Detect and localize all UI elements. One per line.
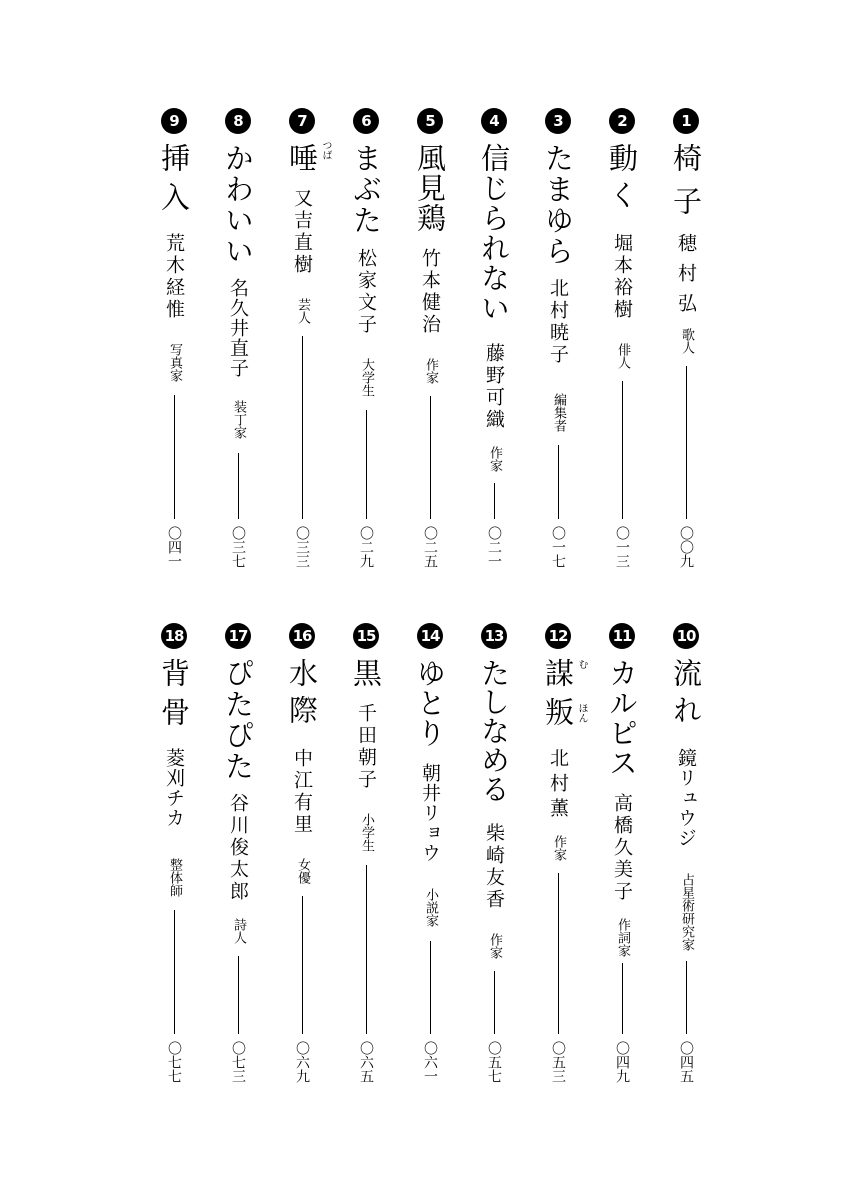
entry-author: 竹本健治	[419, 248, 441, 336]
entry-title: 流れ	[669, 658, 703, 732]
toc-entry[interactable]	[208, 108, 268, 588]
entry-role: 俳人	[615, 343, 630, 369]
entry-title: カルピス	[605, 658, 639, 778]
toc-entry[interactable]	[656, 108, 716, 588]
leader-line	[366, 865, 367, 1034]
entry-title: ぴたぴた	[221, 658, 255, 782]
entry-role: 小説家	[423, 888, 438, 927]
leader-line	[494, 483, 495, 519]
entry-role: 作家	[551, 835, 566, 861]
entry-page-number: 〇三七	[230, 526, 246, 568]
entry-title: たしなめる	[477, 658, 511, 803]
entry-title: 水際	[285, 658, 319, 732]
entry-number-badge: 6	[353, 108, 379, 134]
leader-line	[366, 410, 367, 519]
entry-number-badge: 18	[161, 623, 187, 649]
toc-entry[interactable]	[336, 108, 396, 588]
title-ruby: つば	[320, 140, 331, 160]
entry-role: 作家	[487, 446, 502, 472]
leader-line	[302, 896, 303, 1034]
leader-line	[558, 873, 559, 1034]
entry-page-number: 〇五七	[486, 1041, 502, 1083]
entry-page-number: 〇四九	[614, 1041, 630, 1083]
toc-entry[interactable]	[144, 623, 204, 1103]
entry-role: 作詞家	[615, 918, 630, 957]
entry-author: 穂村弘	[675, 233, 697, 323]
entry-title: まぶた	[349, 143, 383, 236]
entry-author: 高橋久美子	[611, 793, 633, 903]
entry-title: 謀叛	[541, 658, 575, 736]
entry-title: かわいい	[221, 143, 255, 267]
entry-author: 菱刈チカ	[163, 748, 185, 828]
entry-number-badge: 7	[289, 108, 315, 134]
entry-role: 歌人	[679, 328, 694, 354]
toc-entry[interactable]	[400, 108, 460, 588]
title-text: 唾	[285, 143, 319, 177]
entry-number-badge: 11	[609, 623, 635, 649]
toc-entry[interactable]	[592, 623, 652, 1103]
title-ruby: む	[576, 659, 587, 669]
toc-entry[interactable]	[656, 623, 716, 1103]
title-ruby: ほん	[576, 703, 587, 723]
entry-number-badge: 12	[545, 623, 571, 649]
entry-author: 又吉直樹	[291, 188, 313, 276]
entry-role: 詩人	[231, 918, 246, 944]
entry-author: 北村暁子	[547, 278, 569, 366]
entry-number-badge: 2	[609, 108, 635, 134]
entry-role: 小学生	[359, 813, 374, 852]
entry-number-badge: 5	[417, 108, 443, 134]
entry-number-badge: 3	[545, 108, 571, 134]
entry-page-number: 〇六一	[422, 1041, 438, 1083]
entry-author: 藤野可織	[483, 343, 505, 431]
toc-entry[interactable]	[400, 623, 460, 1103]
entry-role: 女優	[295, 858, 310, 884]
entry-page-number: 〇一七	[550, 526, 566, 568]
entry-author: 柴崎友香	[483, 823, 505, 911]
entry-author: 谷川俊太郎	[227, 793, 249, 903]
leader-line	[686, 961, 687, 1034]
entry-number-badge: 10	[673, 623, 699, 649]
entry-title: 信じられない	[477, 143, 511, 323]
entry-page-number: 〇二一	[486, 526, 502, 568]
entry-number-badge: 13	[481, 623, 507, 649]
entry-page-number: 〇五三	[550, 1041, 566, 1083]
entry-page-number: 〇三三	[294, 526, 310, 568]
entry-role: 整体師	[167, 858, 182, 897]
entry-page-number: 〇〇九	[678, 526, 694, 568]
entry-number-badge: 1	[673, 108, 699, 134]
entry-title: 黒	[349, 658, 383, 692]
entry-title: たまゆら	[541, 143, 575, 267]
toc-entry[interactable]	[144, 108, 204, 588]
entry-title: ゆとり	[413, 658, 447, 748]
leader-line	[430, 941, 431, 1034]
entry-author: 荒木経惟	[163, 233, 185, 321]
toc-entry[interactable]	[464, 623, 524, 1103]
entry-author: 鏡リュウジ	[675, 748, 697, 848]
leader-line	[622, 381, 623, 519]
entry-number-badge: 14	[417, 623, 443, 649]
entry-author: 中江有里	[291, 748, 313, 836]
entry-title: 挿入	[157, 143, 191, 221]
leader-line	[622, 963, 623, 1034]
entry-page-number: 〇七七	[166, 1041, 182, 1083]
leader-line	[238, 453, 239, 519]
entry-page-number: 〇二五	[422, 526, 438, 568]
entry-role: 占星術研究家	[679, 873, 694, 951]
entry-page-number: 〇四一	[166, 526, 182, 568]
entry-number-badge: 16	[289, 623, 315, 649]
entry-author: 名久井直子	[227, 278, 249, 378]
entry-title: 動く	[605, 143, 639, 217]
entry-title: 背骨	[157, 658, 191, 736]
toc-entry[interactable]	[592, 108, 652, 588]
toc-entry[interactable]	[208, 623, 268, 1103]
toc-entry[interactable]	[528, 108, 588, 588]
leader-line	[686, 366, 687, 519]
entry-author: 松家文子	[355, 248, 377, 336]
entry-role: 大学生	[359, 358, 374, 397]
entry-author: 北村薫	[547, 748, 569, 823]
leader-line	[174, 395, 175, 519]
entry-title	[284, 143, 320, 177]
entry-page-number: 〇六九	[294, 1041, 310, 1083]
toc-entry[interactable]	[272, 108, 332, 588]
entry-number-badge: 4	[481, 108, 507, 134]
entry-role: 写真家	[167, 343, 182, 382]
entry-author: 千田朝子	[355, 703, 377, 791]
entry-page-number: 〇七三	[230, 1041, 246, 1083]
leader-line	[494, 971, 495, 1034]
entry-author: 朝井リョウ	[419, 763, 441, 863]
entry-role: 作家	[423, 358, 438, 384]
leader-line	[174, 910, 175, 1034]
entry-page-number: 〇一三	[614, 526, 630, 568]
toc-entry[interactable]	[464, 108, 524, 588]
entry-number-badge: 17	[225, 623, 251, 649]
entry-number-badge: 9	[161, 108, 187, 134]
leader-line	[558, 445, 559, 519]
entry-number-badge: 15	[353, 623, 379, 649]
toc-entry[interactable]	[272, 623, 332, 1103]
entry-role: 装丁家	[231, 400, 246, 439]
entry-page-number: 〇六五	[358, 1041, 374, 1083]
leader-line	[302, 336, 303, 519]
entry-page-number: 〇二九	[358, 526, 374, 568]
entry-number-badge: 8	[225, 108, 251, 134]
entry-title: 風見鶏	[413, 143, 447, 233]
toc-entry[interactable]	[528, 623, 588, 1103]
entry-role: 芸人	[295, 298, 310, 324]
leader-line	[430, 396, 431, 519]
entry-author: 堀本裕樹	[611, 233, 633, 321]
entry-title: 椅子	[669, 143, 703, 229]
leader-line	[238, 956, 239, 1034]
entry-role: 編集者	[551, 393, 566, 432]
toc-entry[interactable]	[336, 623, 396, 1103]
entry-role: 作家	[487, 933, 502, 959]
entry-page-number: 〇四五	[678, 1041, 694, 1083]
